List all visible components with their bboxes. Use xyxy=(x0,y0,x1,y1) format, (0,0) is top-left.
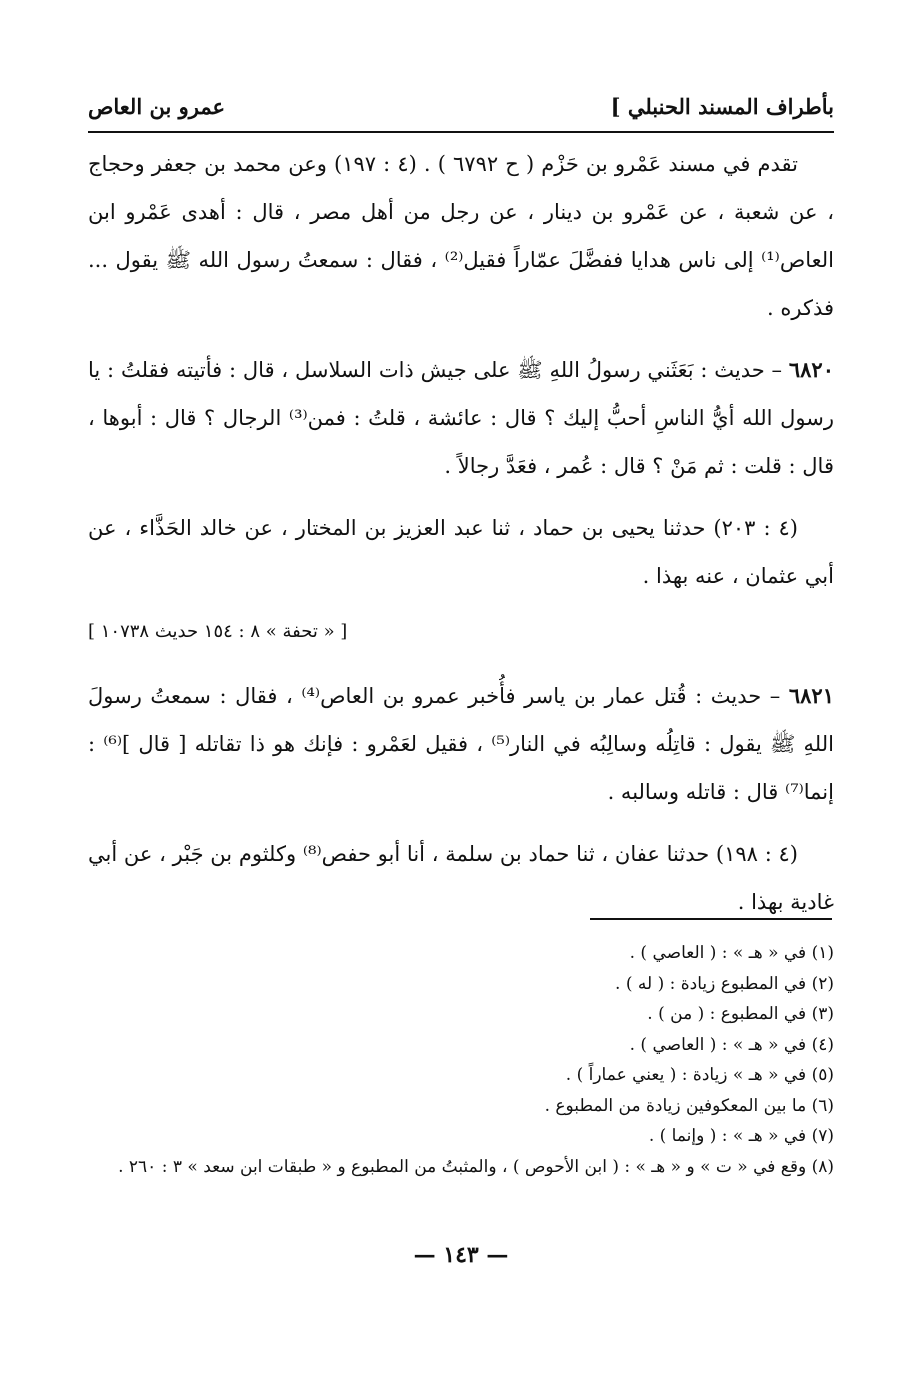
hadith-6821 xyxy=(88,672,834,816)
footnote: (٧) في « هـ » : ( وإنما ) . xyxy=(648,1126,834,1146)
hadith-number: ٦٨٢١ xyxy=(788,683,834,708)
footnote-rule xyxy=(590,918,832,920)
hadith-text: – حديث : قُتل عمار بن ياسر فأُخبر عمرو بن العاص⁽⁴⁾ ، فقال : سمعتُ رسولَ اللهِ ﷺ يقول : قاتِلُه وسالِبُه في النار⁽⁵⁾ ، فقيل لعَمْرو : فإنك هو ذا تقاتله [ قال ]⁽⁶⁾ : إنما⁽⁷⁾ قال : قاتله وسالبه . xyxy=(88,684,834,804)
running-head-right: بأطراف المسند الحنبلي ] xyxy=(610,93,834,119)
header-rule xyxy=(88,131,834,133)
footnote: (٨) وقع في « ت » و « هـ » : ( ابن الأحوص ) ، والمثبتُ من المطبوع و « طبقات ابن سعد » ٣ : ٢٦٠ . xyxy=(118,1156,834,1177)
hadith-text: – حديث : بَعَثَني رسولُ اللهِ ﷺ على جيش ذات السلاسل ، قال : فأتيته فقلتُ : يا رسول الله أيُّ الناسِ أحبُّ إليك ؟ قال : عائشة ، قلتُ : فمن⁽³⁾ الرجال ؟ قال : أبوها ، قال : قلت : ثم مَنْ ؟ قال : عُمر ، فعَدَّ رجالاً . xyxy=(88,358,834,478)
footnote: (١) في « هـ » : ( العاصي ) . xyxy=(629,943,834,963)
page-number: — ١٤٣ — xyxy=(413,1242,509,1268)
footnote: (٦) ما بين المعكوفين زيادة من المطبوع . xyxy=(544,1095,834,1116)
footnotes xyxy=(88,938,834,1182)
isnad-6820: (٤ : ٢٠٣) حدثنا يحيى بن حماد ، ثنا عبد العزيز بن المختار ، عن خالد الحَذَّاء ، عن أبي عثمان ، عنه بهذا . xyxy=(88,516,834,588)
isnad-6821: (٤ : ١٩٨) حدثنا عفان ، ثنا حماد بن سلمة ، أنا أبو حفص⁽⁸⁾ وكلثوم بن جَبْر ، عن أبي غادية بهذا . xyxy=(88,842,834,914)
footnote: (٥) في « هـ » زيادة : ( يعني عماراً ) . xyxy=(565,1065,834,1085)
running-head xyxy=(88,86,834,126)
hadith-6820 xyxy=(88,346,834,490)
tuhfa-reference: [ « تحفة » ٨ : ١٥٤ حديث ١٠٧٣٨ ] xyxy=(88,621,348,642)
footnote: (٣) في المطبوع : ( من ) . xyxy=(647,1004,834,1024)
footnote: (٢) في المطبوع زيادة : ( له ) . xyxy=(615,973,834,994)
main-text xyxy=(88,140,834,926)
paragraph-intro: تقدم في مسند عَمْرو بن حَزْم ( ح ٦٧٩٢ ) . (٤ : ١٩٧) وعن محمد بن جعفر وحجاج ، عن شعبة ، عن عَمْرو بن دينار ، عن رجل من أهل مصر ، قال : أهدى عَمْرو ابن العاص⁽¹⁾ إلى ناس هدايا ففضَّلَ عمّاراً فقيل⁽²⁾ ، فقال : سمعتُ رسول الله ﷺ يقول ... فذكره . xyxy=(88,152,834,320)
footnote: (٤) في « هـ » : ( العاصي ) . xyxy=(629,1034,834,1055)
running-head-left: عمرو بن العاص xyxy=(88,93,226,119)
hadith-number: ٦٨٢٠ xyxy=(788,357,834,382)
